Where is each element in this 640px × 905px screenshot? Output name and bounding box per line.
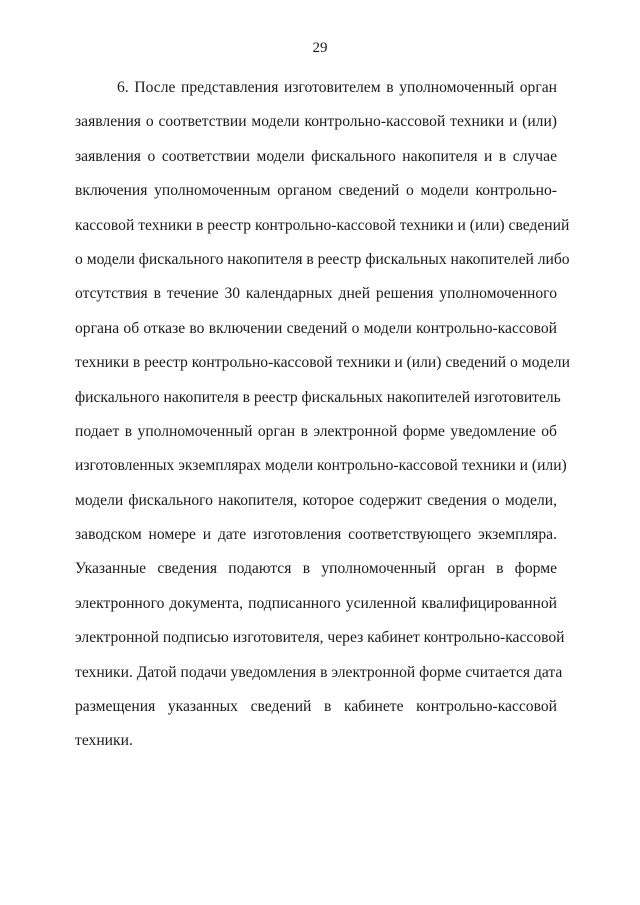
text-line: заявления о соответствии модели фискального накопителя и в случае: [75, 147, 557, 165]
text-line: электронной подписью изготовителя, через кабинет контрольно-кассовой: [75, 629, 565, 647]
text-line: фискального накопителя в реестр фискальных накопителей изготовитель: [75, 388, 561, 406]
text-line: включения уполномоченным органом сведений о модели контрольно-: [75, 182, 557, 200]
paragraph-6: [75, 76, 570, 764]
text-line: 6. После представления изготовителем в уполномоченный орган: [117, 79, 557, 96]
text-line: о модели фискального накопителя в реестр фискальных накопителей либо: [75, 250, 570, 268]
text-line: техники в реестр контрольно-кассовой техники и (или) сведений о модели: [75, 354, 570, 372]
text-line: электронного документа, подписанного усиленной квалифицированной: [75, 594, 557, 612]
text-line: размещения указанных сведений в кабинете контрольно-кассовой: [75, 698, 557, 716]
text-line: подает в уполномоченный орган в электронной форме уведомление об: [75, 422, 557, 440]
text-line: заводском номере и дате изготовления соответствующего экземпляра.: [75, 526, 557, 544]
text-line: органа об отказе во включении сведений о модели контрольно-кассовой: [75, 319, 557, 337]
text-line: кассовой техники в реестр контрольно-кассовой техники и (или) сведений: [75, 216, 570, 234]
text-line: заявления о соответствии модели контрольно-кассовой техники и (или): [75, 113, 557, 131]
text-line: техники. Датой подачи уведомления в электронной форме считается дата: [75, 663, 563, 681]
page-number: 29: [312, 40, 328, 56]
text-line: модели фискального накопителя, которое содержит сведения о модели,: [75, 491, 557, 509]
text-line: отсутствия в течение 30 календарных дней решения уполномоченного: [75, 285, 557, 303]
text-line: Указанные сведения подаются в уполномоченный орган в форме: [75, 560, 557, 578]
text-line: изготовленных экземплярах модели контрольно-кассовой техники и (или): [75, 457, 567, 475]
text-line: техники.: [75, 732, 133, 750]
